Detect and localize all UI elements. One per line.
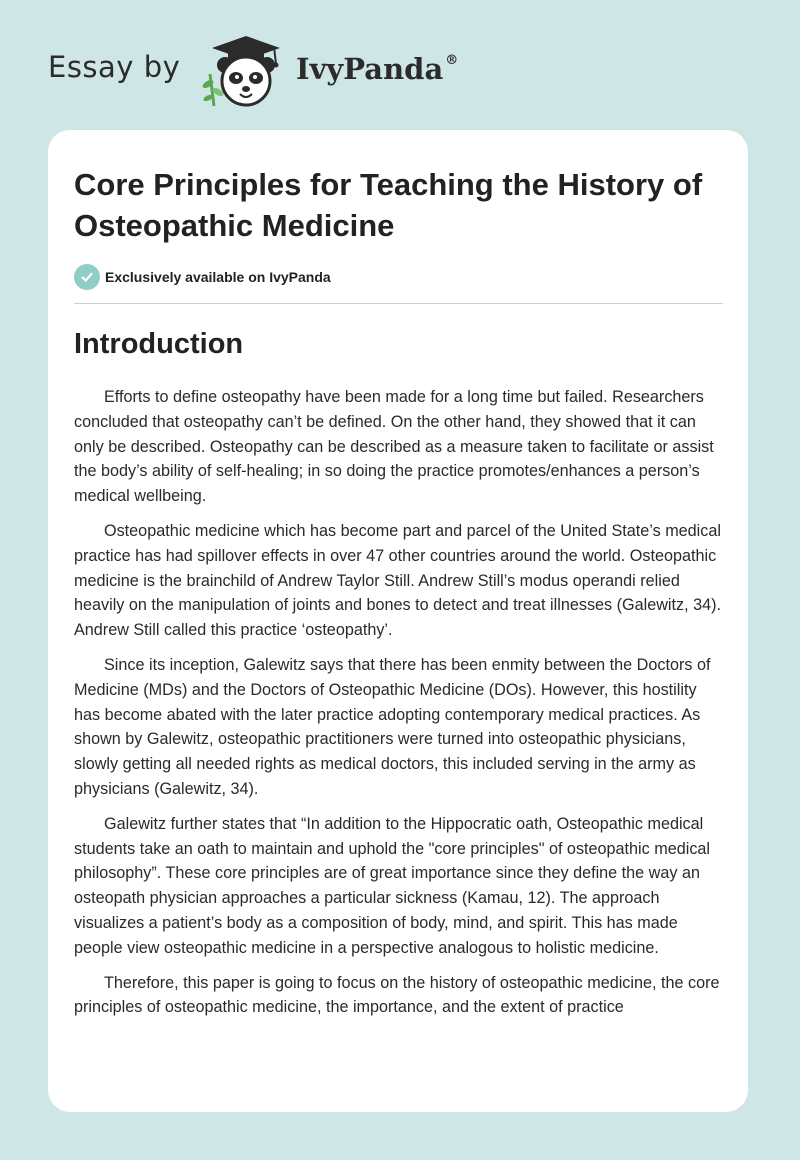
essay-card xyxy=(48,130,748,1112)
checkmark-icon xyxy=(74,264,100,290)
site-header xyxy=(0,0,800,130)
paragraph: Osteopathic medicine which has become part and parcel of the United State’s medical practice has had spillover effects in over 47 other countries around the world. Osteopathic medicine is the brainchild of Andrew Taylor Still. Andrew Still’s modus operandi relied heavily on the manipulation of joints and bones to detect and treat illnesses (Galewitz, 34). Andrew Still called this practice ‘osteopathy’. xyxy=(74,521,721,640)
paragraph: Efforts to define osteopathy have been made for a long time but failed. Researchers concluded that osteopathy can’t be defined. On the other hand, they showed that it can only be described. Osteopathy can be described as a measure taken to facilitate or assist the body’s ability of self-healing; in so doing the practice promotes/enhances a person’s medical wellbeing. xyxy=(74,388,714,506)
essay-by-label: Essay by xyxy=(48,50,181,84)
page-title: Core Principles for Teaching the History of Osteopathic Medicine xyxy=(74,167,703,243)
brand-wordmark[interactable]: IvyPanda ® xyxy=(296,52,459,86)
divider xyxy=(74,303,723,304)
exclusive-badge-label: Exclusively available on IvyPanda xyxy=(105,269,331,285)
essay-body xyxy=(74,385,726,1030)
paragraph: Therefore, this paper is going to focus on the history of osteopathic medicine, the core principles of osteopathic medicine, the importance, and the extent of practice xyxy=(74,973,720,1017)
registered-mark: ® xyxy=(445,53,459,69)
section-heading-introduction: Introduction xyxy=(74,328,244,360)
paragraph: Since its inception, Galewitz says that there has been enmity between the Doctors of Medicine (MDs) and the Doctors of Osteopathic Medicine (DOs). However, this hostility has become abated with the later practice adopting contemporary medical practices. As shown by Galewitz, osteopathic practitioners were turned into osteopathic physicians, slowly getting all needed rights as medical doctors, this included serving in the army as physicians (Galewitz, 34). xyxy=(74,655,711,798)
paragraph: Galewitz further states that “In addition to the Hippocratic oath, Osteopathic medical students take an oath to maintain and uphold the "core principles" of osteopathic medical philosophy”. These core principles are of great importance since they define the way an osteopath physician approaches a particular sickness (Kamau, 12). The approach visualizes a patient’s body as a composition of body, mind, and spirit. This has made people view osteopathic medicine in a perspective analogous to holistic medicine. xyxy=(74,814,711,957)
panda-logo-icon[interactable] xyxy=(200,34,292,110)
exclusive-badge xyxy=(74,264,331,290)
